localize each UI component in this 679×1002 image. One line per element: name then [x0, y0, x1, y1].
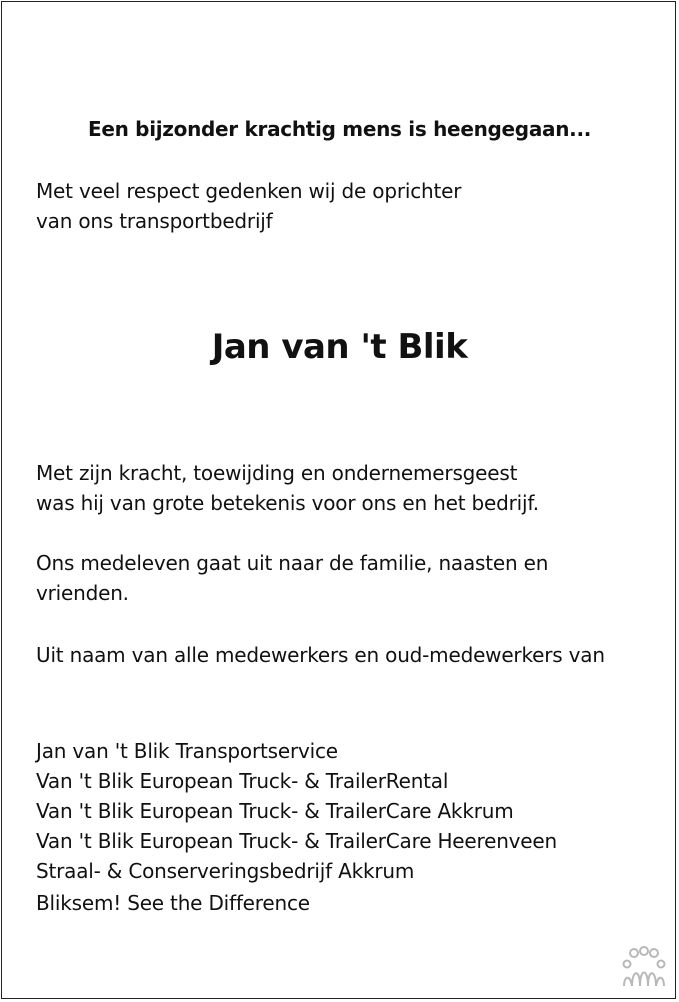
paragraph1-line-1: Met zijn kracht, toewijding en ondernemersgeest: [36, 461, 518, 485]
paragraph1-line-2: was hij van grote betekenis voor ons en het bedrijf.: [36, 491, 539, 515]
people-group-icon: [620, 946, 668, 990]
company-3: Van 't Blik European Truck- & TrailerCare Akkrum: [36, 799, 514, 823]
company-5: Straal- & Conserveringsbedrijf Akkrum: [36, 859, 415, 883]
intro-line-2: van ons transportbedrijf: [36, 209, 273, 233]
notice-heading: Een bijzonder krachtig mens is heengegaan...: [87, 117, 592, 141]
company-2: Van 't Blik European Truck- & TrailerRental: [36, 769, 449, 793]
notice-frame: [1, 1, 676, 999]
paragraph2-line-1: Ons medeleven gaat uit naar de familie, naasten en: [36, 551, 549, 575]
paragraph2-line-2: vrienden.: [36, 581, 129, 605]
intro-line-1: Met veel respect gedenken wij de oprichter: [36, 179, 462, 203]
company-4: Van 't Blik European Truck- & TrailerCare Heerenveen: [36, 829, 557, 853]
paragraph3-line: Uit naam van alle medewerkers en oud-medewerkers van: [36, 643, 605, 667]
company-6: Bliksem! See the Difference: [36, 891, 310, 915]
deceased-name: Jan van 't Blik: [211, 327, 468, 367]
company-1: Jan van 't Blik Transportservice: [36, 739, 338, 763]
